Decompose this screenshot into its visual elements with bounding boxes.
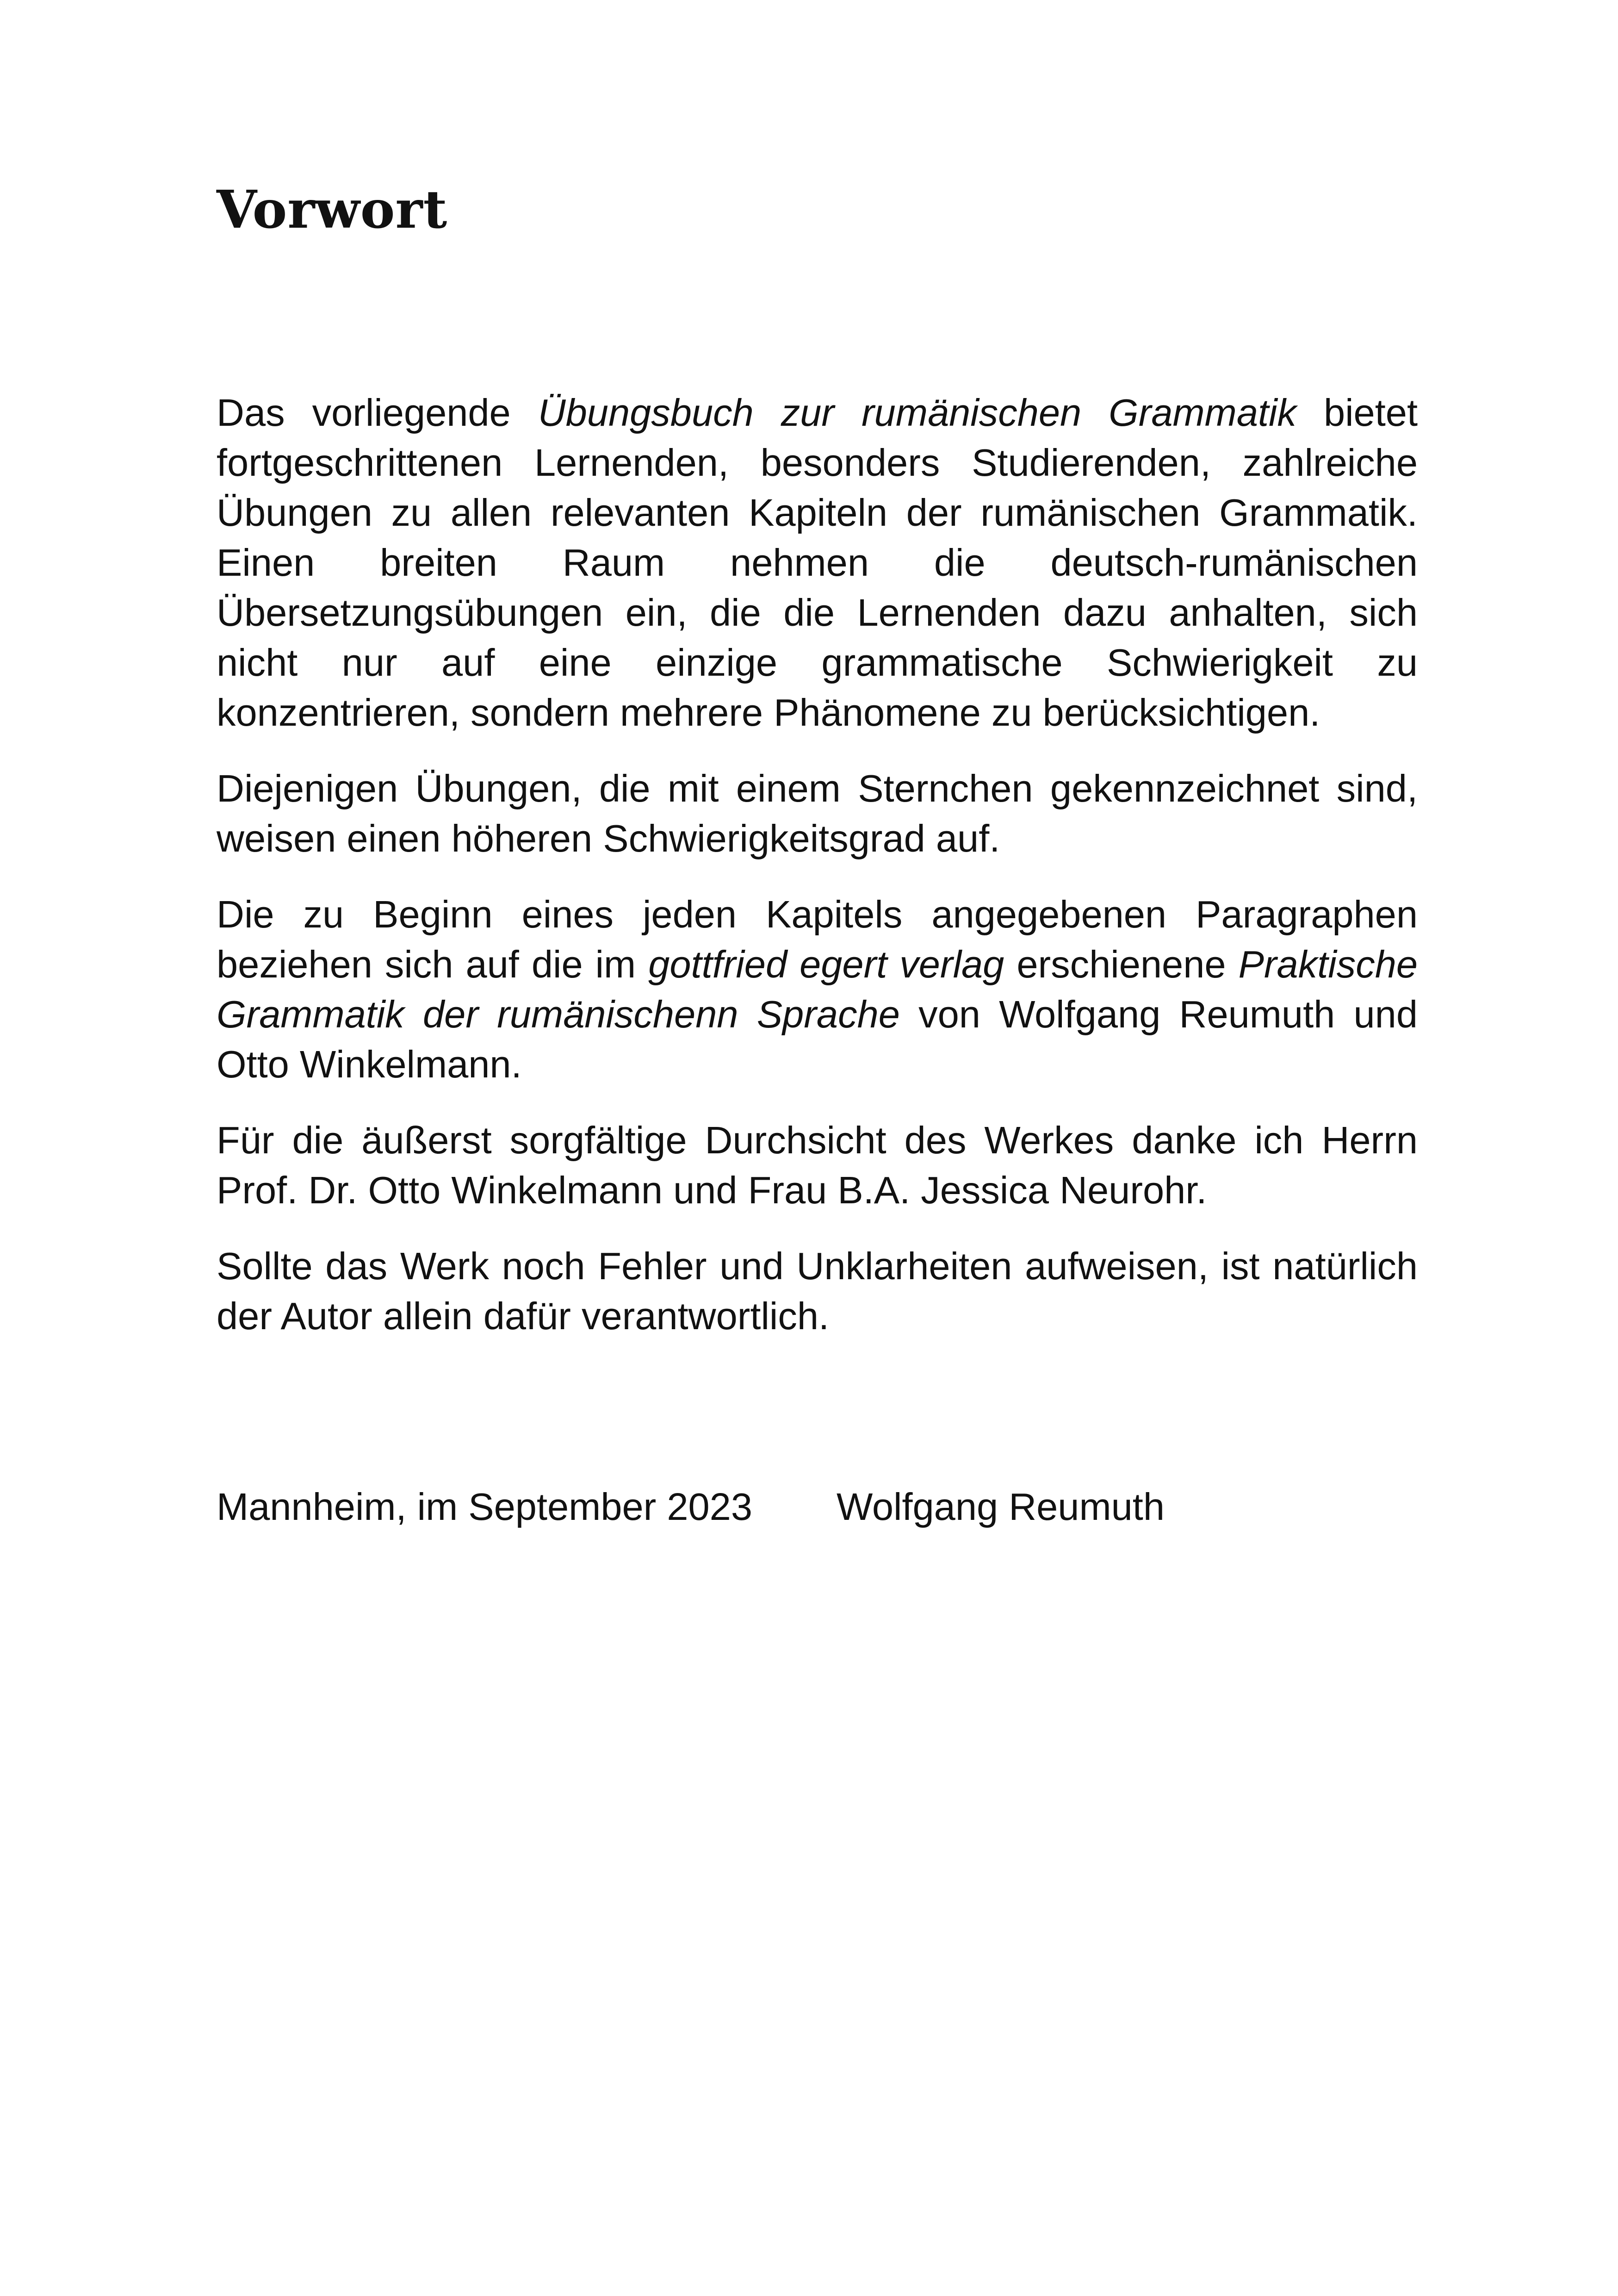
paragraph-references-text-a: Die zu Beginn eines jeden Kapitels angegebenen Paragraphen beziehen sich auf die im bbox=[217, 893, 1418, 986]
paragraph-references bbox=[217, 890, 1418, 1089]
paragraph-intro bbox=[217, 388, 1418, 738]
paragraph-difficulty: Diejenigen Übungen, die mit einem Sternchen gekennzeichnet sind, weisen einen höheren Schwierigkeitsgrad auf. bbox=[217, 767, 1418, 860]
place-and-date: Mannheim, im September 2023 bbox=[217, 1485, 752, 1528]
page-title: Vorwort bbox=[217, 180, 448, 240]
paragraph-thanks: Für die äußerst sorgfältige Durchsicht des Werkes danke ich Herrn Prof. Dr. Otto Winkelmann und Frau B.A. Jessica Neurohr. bbox=[217, 1119, 1418, 1212]
author-name: Wolfgang Reumuth bbox=[837, 1485, 1165, 1528]
grammar-book-title-italic: Praktische Grammatik der rumänischenn Sprache bbox=[217, 943, 1418, 1036]
publisher-name-italic: gottfried egert verlag bbox=[648, 943, 1004, 986]
paragraph-intro-text-a: Das vorliegende bbox=[217, 391, 538, 434]
paragraph-references-text-e: von Wolfgang Reumuth und Otto Winkelmann. bbox=[217, 993, 1418, 1086]
paragraph-references-text-c: erschienene bbox=[1004, 943, 1239, 986]
paragraph-responsibility: Sollte das Werk noch Fehler und Unklarheiten aufweisen, ist natürlich der Autor allein dafür verantwortlich. bbox=[217, 1244, 1418, 1338]
book-title-italic: Übungsbuch zur rumänischen Grammatik bbox=[538, 391, 1296, 434]
signature-line bbox=[217, 1482, 1418, 1532]
preface-body bbox=[217, 388, 1418, 1367]
paragraph-intro-text-c: bietet fortgeschrittenen Lernenden, besonders Studierenden, zahlreiche Übungen zu allen relevanten Kapiteln der rumänischen Grammatik. Einen breiten Raum nehmen die deutsch-rumänischen Übersetzungsübungen ein, die die Lernenden dazu anhalten, sich nicht nur auf eine einzige grammatische Schwierigkeit zu konzentrieren, sondern mehrere Phänomene zu berücksichtigen. bbox=[217, 391, 1418, 734]
